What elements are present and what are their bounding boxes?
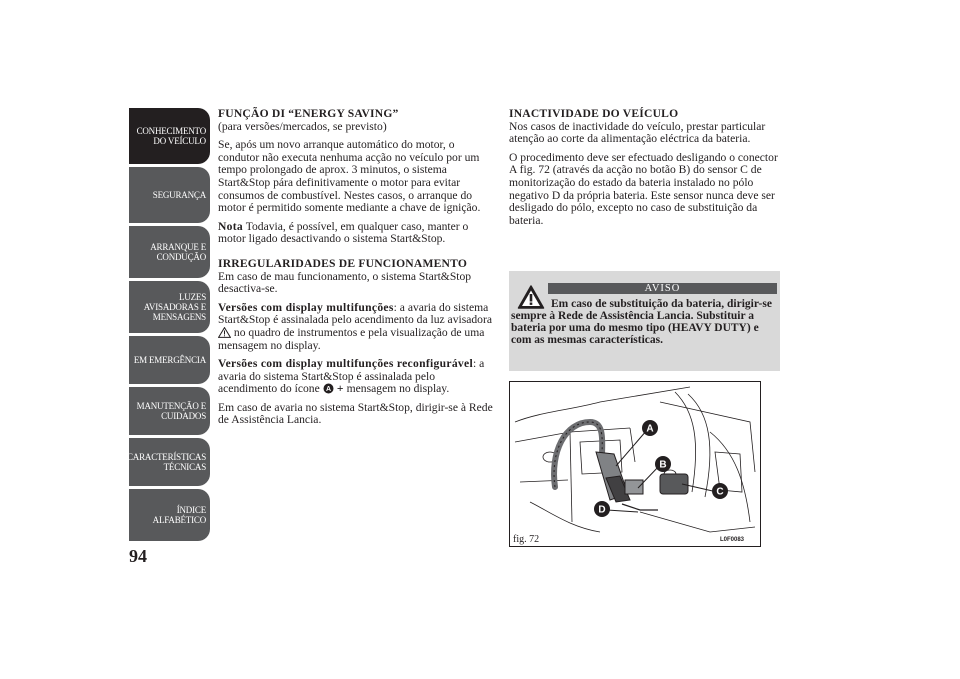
callout-d: D: [598, 504, 606, 516]
text: : a avaria do sistema Start&Stop é assinalada pelo acendimento do ícone: [218, 357, 485, 396]
text: mensagem no display.: [343, 382, 450, 396]
note-paragraph: [218, 221, 494, 246]
note-label: Nota: [218, 219, 244, 233]
tab-label: ÍNDICE ALFABÉTICO: [152, 505, 206, 525]
warning-title: AVISO: [548, 283, 777, 294]
figure-caption: fig. 72: [513, 534, 542, 545]
tab-caracteristicas-tecnicas[interactable]: [126, 438, 210, 486]
warning-triangle-icon: [218, 327, 231, 338]
tab-manutencao-e-cuidados[interactable]: [129, 387, 210, 435]
tab-label: LUZES AVISADORAS E MENSAGENS: [143, 292, 206, 322]
paragraph: Em caso de avaria no sistema Start&Stop, dirigir-se à Rede de Assistência Lancia.: [218, 400, 493, 427]
left-column: [218, 108, 494, 433]
tab-em-emergencia[interactable]: [129, 336, 210, 384]
text: : a avaria do sistema Start&Stop é assinalada pelo acendimento da luz avisadora: [218, 300, 492, 327]
section-title-energy-saving: FUNÇÃO DI “ENERGY SAVING”: [218, 107, 399, 120]
figure-battery-sensor: [509, 381, 761, 547]
tab-conhecimento-do-veiculo[interactable]: [129, 108, 210, 164]
start-stop-fault-icon: [323, 383, 334, 394]
callout-b: B: [659, 459, 667, 471]
right-column: [509, 108, 781, 233]
svg-text:A: A: [325, 386, 331, 394]
tab-label: SEGURANÇA: [152, 190, 206, 200]
note-text: Todavia, é possível, em qualquer caso, manter o motor ligado desactivando o sistema Start&Stop.: [218, 219, 469, 246]
tab-arranque-e-conducao[interactable]: [129, 226, 210, 278]
tab-indice-alfabetico[interactable]: [129, 489, 210, 541]
tab-label: EM EMERGÊNCIA: [133, 355, 206, 365]
paragraph-reconfiguravel: [218, 358, 494, 396]
figure-code: L0F0083: [720, 537, 745, 543]
paragraph: O procedimento deve ser efectuado desligando o conector A fig. 72 (através da acção no botão B) do sensor C de monitorização do estado da bateria instalado no pólo negativo D da própria bateria. Este sensor nunca deve ser desligado do pólo, excepto no caso de substituição da bateria.: [509, 150, 778, 227]
page-number: 94: [129, 546, 147, 566]
battery-illustration: [510, 382, 760, 546]
tab-label: MANUTENÇÃO E CUIDADOS: [136, 401, 206, 421]
tab-label: CONHECIMENTO DO VEÍCULO: [136, 126, 206, 146]
paragraph: Em caso de mau funcionamento, o sistema Start&Stop desactiva-se.: [218, 269, 472, 296]
bold-label: Versões com display multifunções reconfigurável: [218, 357, 473, 371]
section-subtitle: (para versões/mercados, se previsto): [218, 119, 387, 133]
section-title-inactividade: INACTIVIDADE DO VEÍCULO: [509, 107, 679, 120]
tab-label: ARRANQUE E CONDUÇÃO: [150, 242, 206, 262]
paragraph-multifuncoes: [218, 302, 494, 352]
bold-label: Versões com display multifunções: [218, 300, 394, 314]
paragraph: Se, após um novo arranque automático do motor, o condutor não executa nenhuma acção no veículo por um tempo prolongado de aprox. 3 minutos, o sistema Start&Stop pára definitivamente o motor para evitar consumos de combustível. Nestes casos, o arranque do motor é permitido somente mediante a chave de ignição.: [218, 138, 481, 215]
callout-a: A: [646, 423, 654, 435]
callout-c: C: [716, 486, 724, 498]
tab-luzes-avisadoras[interactable]: [129, 281, 210, 333]
plus-sign: +: [333, 382, 344, 396]
section-title-irregularidades: IRREGULARIDADES DE FUNCIONAMENTO: [218, 256, 468, 270]
tab-label: CARACTERÍSTICAS TÉCNICAS: [126, 452, 206, 472]
text: no quadro de instrumentos e pela visualização de uma mensagem no display.: [218, 325, 485, 352]
paragraph: Nos casos de inactividade do veículo, prestar particular atenção ao corte da alimentação eléctrica da bateria.: [509, 119, 766, 146]
warning-text: Em caso de substituição da bateria, dirigir-se sempre à Rede de Assistência Lancia. Substituir a bateria por uma do mesmo tipo (HEAVY DUTY) e com as mesmas características.: [511, 298, 772, 346]
tab-seguranca[interactable]: [129, 167, 210, 223]
